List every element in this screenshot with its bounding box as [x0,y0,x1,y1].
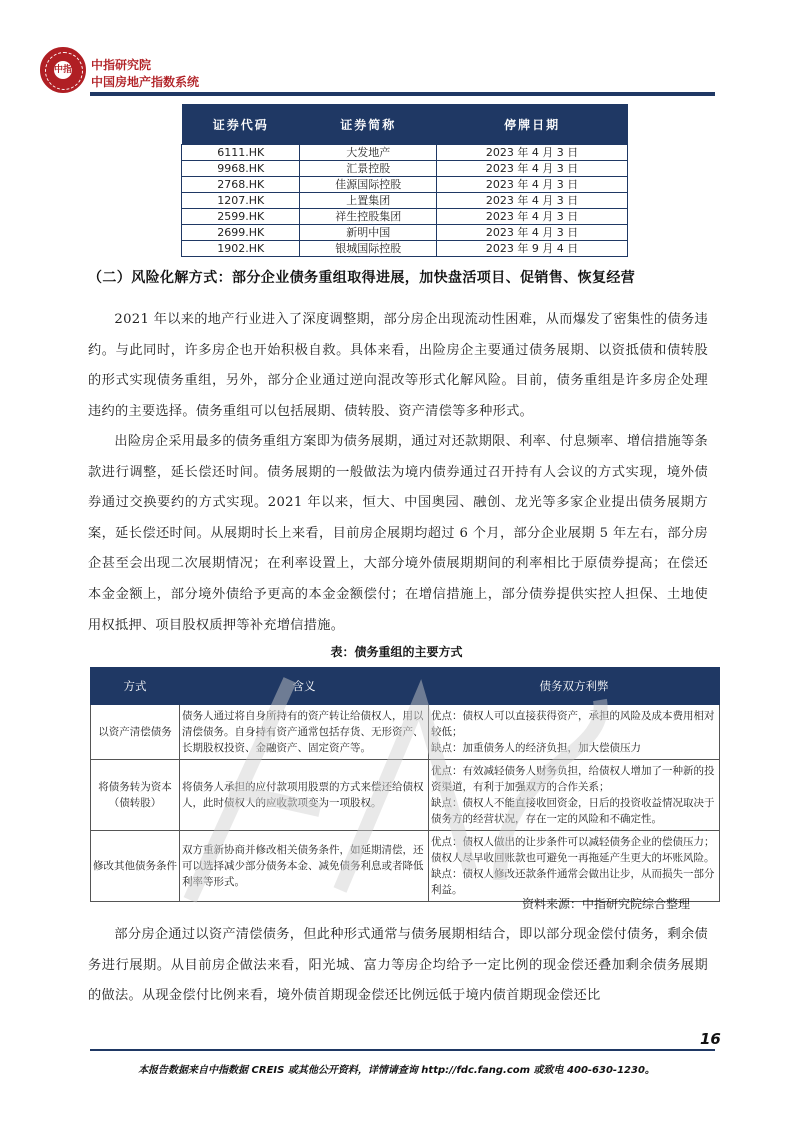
table-row [91,831,720,902]
cell-meaning: 将债务人承担的应付款项用股票的方式来偿还给债权人，此时债权人的应收款项变为一项股权。 [180,760,429,831]
org-subtitle: 中国房地产指数系统 [91,75,200,89]
cell-date: 2023 年 4 月 3 日 [437,145,628,161]
cell-pros-cons [429,760,720,831]
table-caption: 表：债务重组的主要方式 [330,645,463,659]
cell-date: 2023 年 9 月 4 日 [437,241,628,257]
cons-text: 缺点：债权人修改还款条件通常会做出让步，从而损失一部分利益。 [431,868,715,896]
cell-code: 1902.HK [182,241,300,257]
cell-meaning: 债务人通过将自身所持有的资产转让给债权人，用以清偿债务。自身持有资产通常包括存货、无形资产、长期股权投资、金融资产、固定资产等。 [180,705,429,760]
table-row [182,209,628,225]
cell-date: 2023 年 4 月 3 日 [437,193,628,209]
cell-way: 以资产清偿债务 [91,705,180,760]
table-row [182,193,628,209]
cell-code: 2599.HK [182,209,300,225]
cell-name: 佳源国际控股 [300,177,437,193]
paragraph: 出险房企采用最多的债务重组方案即为债务展期，通过对还款期限、利率、付息频率、增信措施等条款进行调整，延长偿还时间。债务展期的一般做法为境内债券通过召开持有人会议的方式实现，境外债券通过交换要约的方式实现。2021 年以来，恒大、中国奥园、融创、龙光等多家企业提出债务展期方案，延长偿还时间。从展期时长上来看，目前房企展期均超过 6 个月，部分企业展期 5 年左右，部分房企甚至会出现二次展期情况；在利率设置上，大部分境外债展期期间的利率相比于原债券提高；在偿还本金金额上，部分境外债给予更高的本金金额偿付；在增信措施上，部分债券提供实控人担保、土地使用权抵押、项目股权质押等补充增信措施。 [88,434,708,633]
table-row [182,145,628,161]
cell-code: 9968.HK [182,161,300,177]
cell-way: 修改其他债务条件 [91,831,180,902]
cell-code: 6111.HK [182,145,300,161]
col-header-name: 证券简称 [300,104,437,145]
org-name: 中指研究院 [91,58,152,72]
page-number: 16 [700,1030,721,1048]
cell-pros-cons [429,831,720,902]
cell-name: 祥生控股集团 [300,209,437,225]
table-row [182,161,628,177]
cell-pros-cons [429,705,720,760]
table-row [182,225,628,241]
footer-note: 本报告数据来自中指数据 CREIS 或其他公开资料，详情请查询 http://fdc.fang.com 或致电 400-630-1230。 [138,1065,655,1076]
cell-date: 2023 年 4 月 3 日 [437,209,628,225]
cell-code: 2699.HK [182,225,300,241]
cell-code: 2768.HK [182,177,300,193]
cell-name: 汇景控股 [300,161,437,177]
pros-text: 优点：债权人可以直接获得资产，承担的风险及成本费用相对较低； [431,710,715,738]
cell-code: 1207.HK [182,193,300,209]
cell-name: 上置集团 [300,193,437,209]
cons-text: 缺点：债权人不能直接收回资金，日后的投资收益情况取决于债务方的经营状况，存在一定的风险和不确定性。 [431,797,715,825]
debt-restructuring-table [90,667,720,902]
suspended-stocks-table [181,104,628,257]
pros-text: 优点：有效减轻债务人财务负担，给债权人增加了一种新的投资渠道，有利于加强双方的合作关系； [431,765,715,793]
cell-way: 将债务转为资本（债转股） [91,760,180,831]
col-header-meaning: 含义 [180,668,429,705]
company-logo: 中指 [40,47,86,93]
cell-date: 2023 年 4 月 3 日 [437,161,628,177]
header-rule [90,92,715,96]
cell-date: 2023 年 4 月 3 日 [437,225,628,241]
footer-rule [90,1049,715,1051]
cell-name: 新明中国 [300,225,437,241]
cell-name: 银城国际控股 [300,241,437,257]
col-header-pros-cons: 债务双方利弊 [429,668,720,705]
table-source: 资料来源：中指研究院综合整理 [522,897,691,911]
col-header-way: 方式 [91,668,180,705]
paragraph: 2021 年以来的地产行业进入了深度调整期，部分房企出现流动性困难，从而爆发了密集性的债务违约。与此同时，许多房企也开始积极自救。具体来看，出险房企主要通过债务展期、以资抵债和债转股的形式实现债务重组，另外，部分企业通过逆向混改等形式化解风险。目前，债务重组是许多房企处理违约的主要选择。债务重组可以包括展期、债转股、资产清偿等多种形式。 [88,312,708,419]
table-row [182,177,628,193]
cell-date: 2023 年 4 月 3 日 [437,177,628,193]
table-row [91,760,720,831]
table-row [91,705,720,760]
cell-name: 大发地产 [300,145,437,161]
col-header-code: 证券代码 [182,104,300,145]
col-header-date: 停牌日期 [437,104,628,145]
cell-meaning: 双方重新协商并修改相关债务条件，如延期清偿，还可以选择减少部分债务本金、减免债务利息或者降低利率等形式。 [180,831,429,902]
table-row [182,241,628,257]
pros-text: 优点：债权人做出的让步条件可以减轻债务企业的偿债压力；债权人尽早收回账款也可避免一再拖延产生更大的坏账风险。 [431,836,715,864]
cons-text: 缺点：加重债务人的经济负担，加大偿债压力 [431,742,641,754]
paragraph: 部分房企通过以资产清偿债务，但此种形式通常与债务展期相结合，即以部分现金偿付债务，剩余债务进行展期。从目前房企做法来看，阳光城、富力等房企均给予一定比例的现金偿还叠加剩余债务展期的做法。从现金偿付比例来看，境外债首期现金偿还比例远低于境内债首期现金偿还比 [88,927,708,1004]
section-heading: （二）风险化解方式：部分企业债务重组取得进展，加快盘活项目、促销售、恢复经营 [88,270,636,286]
